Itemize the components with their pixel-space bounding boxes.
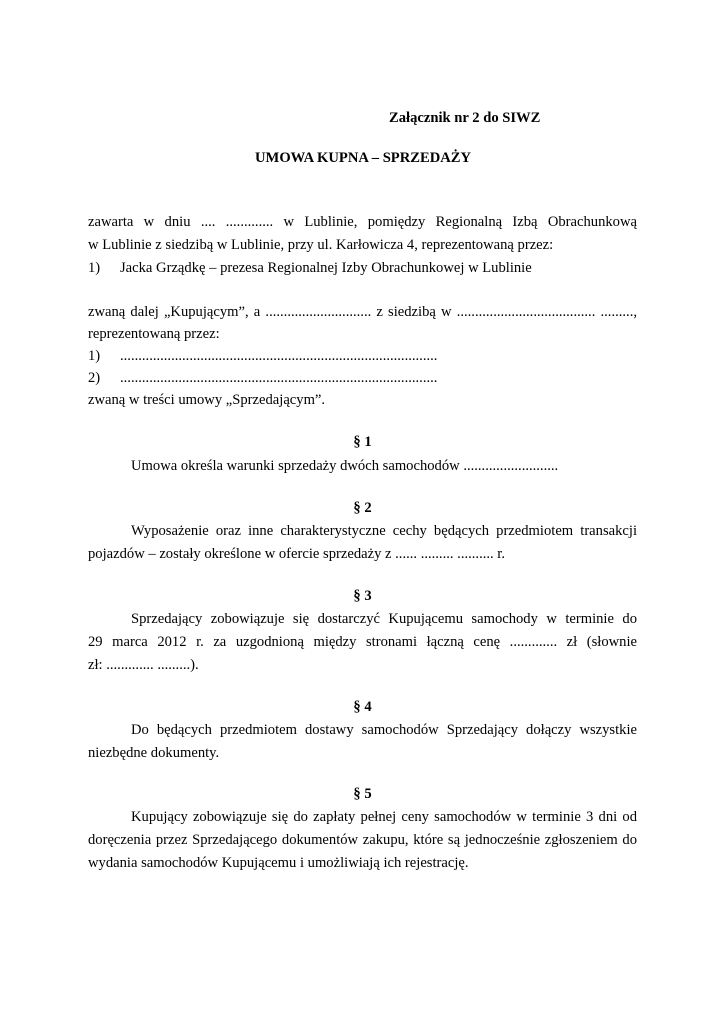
buyer-line-1: zwaną dalej „Kupującym”, a ............................. z siedzibą w ...................................... ........., [88,304,637,320]
document-title: UMOWA KUPNA – SPRZEDAŻY [255,150,472,166]
seller-rep-1-number: 1) [88,348,101,364]
seller-rep-2-number: 2) [88,370,101,386]
intro-item-1-number: 1) [88,260,101,276]
section-1-line-1: Umowa określa warunki sprzedaży dwóch samochodów .......................... [131,458,559,474]
intro-line-1: zawarta w dniu .... ............. w Lublinie, pomiędzy Regionalną Izbą Obrachunkową [88,214,637,230]
section-4-heading: § 4 [353,699,372,715]
section-4-line-1: Do będących przedmiotem dostawy samochodów Sprzedający dołączy wszystkie [131,722,637,738]
intro-item-1-text: Jacka Grządkę – prezesa Regionalnej Izby Obrachunkowej w Lublinie [120,260,532,276]
seller-rep-2-text: ....................................................................................... [120,370,438,386]
section-3-heading: § 3 [353,588,372,604]
section-2-heading: § 2 [353,500,372,516]
seller-definition: zwaną w treści umowy „Sprzedającym”. [88,392,326,408]
section-4-line-2: niezbędne dokumenty. [88,745,220,761]
section-5-line-2: doręczenia przez Sprzedającego dokumentów zakupu, które są jednocześnie zgłoszeniem do [88,832,637,848]
intro-line-2: w Lublinie z siedzibą w Lublinie, przy ul. Karłowicza 4, reprezentowaną przez: [88,237,554,253]
section-3-line-2: 29 marca 2012 r. za uzgodnioną między stronami łączną cenę ............. zł (słownie [88,634,637,650]
section-5-line-3: wydania samochodów Kupującemu i umożliwiają ich rejestrację. [88,855,469,871]
section-3-line-3: zł: ............. .........). [88,657,199,673]
attachment-label: Załącznik nr 2 do SIWZ [389,110,541,126]
seller-rep-1-text: ....................................................................................... [120,348,438,364]
section-5-heading: § 5 [353,786,372,802]
section-2-line-2: pojazdów – zostały określone w ofercie sprzedaży z ...... ......... .......... r. [88,546,506,562]
section-3-line-1: Sprzedający zobowiązuje się dostarczyć Kupującemu samochody w terminie do [131,611,637,627]
buyer-line-2: reprezentowaną przez: [88,326,220,342]
section-1-heading: § 1 [353,434,372,450]
section-5-line-1: Kupujący zobowiązuje się do zapłaty pełnej ceny samochodów w terminie 3 dni od [131,809,637,825]
section-2-line-1: Wyposażenie oraz inne charakterystyczne cechy będących przedmiotem transakcji [131,523,637,539]
